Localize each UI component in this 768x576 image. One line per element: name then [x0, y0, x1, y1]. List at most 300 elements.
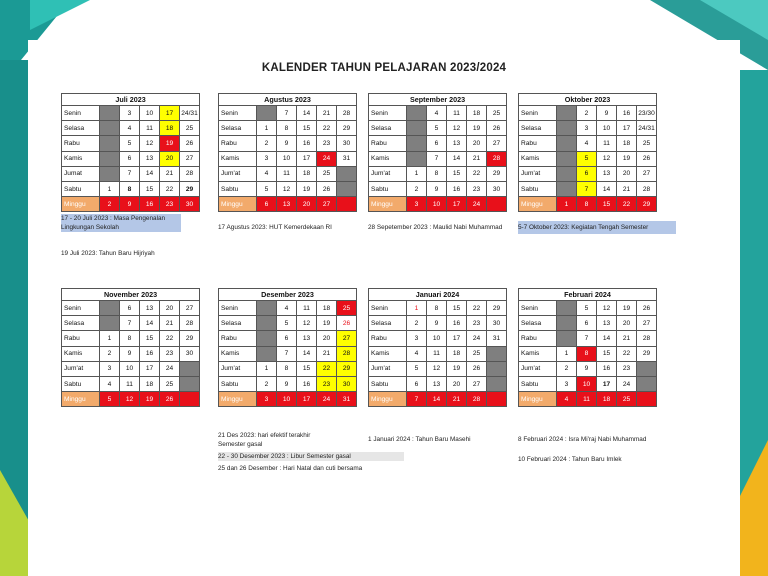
day-label: Sabtu [62, 376, 100, 391]
calendar-row [519, 301, 657, 316]
date-cell [100, 166, 120, 181]
date-cell [487, 361, 507, 376]
date-cell [257, 316, 277, 331]
calendar-row [62, 392, 200, 407]
date-cell [637, 392, 657, 407]
date-cell: 5 [257, 181, 277, 196]
date-cell: 14 [297, 106, 317, 121]
day-label: Minggu [369, 392, 407, 407]
day-label: Kamis [369, 151, 407, 166]
date-cell: 12 [597, 151, 617, 166]
day-label: Kamis [219, 346, 257, 361]
date-cell [407, 106, 427, 121]
date-cell: 4 [577, 136, 597, 151]
date-cell: 9 [277, 376, 297, 391]
day-label: Selasa [219, 316, 257, 331]
date-cell: 3 [257, 392, 277, 407]
date-cell: 24 [467, 197, 487, 212]
date-cell: 22 [317, 361, 337, 376]
calendar-table-2 [368, 93, 507, 212]
date-cell: 21 [617, 181, 637, 196]
month-header: Agustus 2023 [219, 94, 357, 106]
calendar-row [369, 331, 507, 346]
calendar-row [519, 392, 657, 407]
date-cell: 3 [100, 361, 120, 376]
calendar-row [369, 361, 507, 376]
date-cell [407, 151, 427, 166]
date-cell: 22 [317, 121, 337, 136]
date-cell: 12 [597, 301, 617, 316]
date-cell: 19 [297, 181, 317, 196]
date-cell: 8 [427, 166, 447, 181]
calendar-table-7 [518, 288, 657, 407]
date-cell: 17 [160, 106, 180, 121]
day-label: Senin [369, 106, 407, 121]
date-cell: 28 [337, 106, 357, 121]
date-cell: 2 [407, 316, 427, 331]
date-cell [100, 301, 120, 316]
day-label: Jum'at [369, 361, 407, 376]
date-cell: 4 [407, 346, 427, 361]
date-cell [257, 331, 277, 346]
day-label: Rabu [369, 331, 407, 346]
date-cell: 8 [120, 331, 140, 346]
date-cell: 15 [447, 166, 467, 181]
day-label: Kamis [369, 346, 407, 361]
date-cell [557, 151, 577, 166]
date-cell: 26 [337, 316, 357, 331]
date-cell: 19 [447, 361, 467, 376]
calendar-row [369, 392, 507, 407]
date-cell: 5 [100, 392, 120, 407]
date-cell: 10 [427, 331, 447, 346]
date-cell: 11 [427, 346, 447, 361]
calendar-row [219, 301, 357, 316]
date-cell: 12 [140, 136, 160, 151]
date-cell [100, 316, 120, 331]
date-cell: 9 [120, 346, 140, 361]
day-label: Minggu [519, 392, 557, 407]
day-label: Kamis [519, 346, 557, 361]
calendar-row [62, 197, 200, 212]
calendar-row [62, 376, 200, 391]
date-cell: 15 [297, 361, 317, 376]
calendar-row [369, 121, 507, 136]
day-label: Sabtu [219, 181, 257, 196]
date-cell: 21 [617, 331, 637, 346]
date-cell: 3 [407, 331, 427, 346]
date-cell: 23 [160, 346, 180, 361]
date-cell: 18 [597, 392, 617, 407]
date-cell: 11 [297, 301, 317, 316]
month-header: Juli 2023 [62, 94, 200, 106]
note-juli-2: Lingkungan Sekolah [61, 223, 181, 232]
note-juli-3: 19 Juli 2023: Tahun Baru Hijriyah [61, 250, 155, 257]
day-label: Jum'at [62, 361, 100, 376]
date-cell: 6 [277, 331, 297, 346]
date-cell: 23 [317, 376, 337, 391]
date-cell: 10 [277, 392, 297, 407]
date-cell [487, 392, 507, 407]
date-cell: 17 [297, 151, 317, 166]
note-oktober-1: 5-7 Oktober 2023: Kegiatan Tengah Semester [518, 221, 676, 234]
date-cell: 26 [637, 151, 657, 166]
date-cell: 1 [100, 181, 120, 196]
day-label: Senin [219, 106, 257, 121]
date-cell: 10 [120, 361, 140, 376]
day-label: Jum'at [519, 361, 557, 376]
date-cell: 24 [317, 151, 337, 166]
date-cell: 7 [427, 151, 447, 166]
month-header: Februari 2024 [519, 289, 657, 301]
date-cell: 10 [427, 197, 447, 212]
calendar-row [369, 136, 507, 151]
day-label: Jumat [62, 166, 100, 181]
date-cell: 5 [407, 361, 427, 376]
date-cell: 9 [597, 106, 617, 121]
date-cell: 29 [487, 301, 507, 316]
note-agustus-1: 17 Agustus 2023: HUT Kemerdekaan RI [218, 224, 332, 231]
date-cell [337, 197, 357, 212]
calendar-row [219, 151, 357, 166]
calendar-table-4 [61, 288, 200, 407]
date-cell: 23/30 [637, 106, 657, 121]
date-cell: 19 [617, 151, 637, 166]
calendar-row [369, 166, 507, 181]
date-cell: 22 [160, 331, 180, 346]
calendar-row [219, 316, 357, 331]
note-desember-2: Semester gasal [218, 441, 263, 448]
date-cell: 7 [120, 316, 140, 331]
day-label: Sabtu [62, 181, 100, 196]
date-cell: 31 [337, 151, 357, 166]
date-cell: 16 [447, 316, 467, 331]
date-cell: 8 [120, 181, 140, 196]
date-cell: 12 [447, 121, 467, 136]
date-cell [557, 316, 577, 331]
date-cell: 6 [577, 316, 597, 331]
date-cell: 1 [407, 166, 427, 181]
calendar-row [519, 316, 657, 331]
date-cell: 22 [160, 181, 180, 196]
date-cell: 31 [487, 331, 507, 346]
calendar-row [62, 331, 200, 346]
day-label: Jum'at [219, 166, 257, 181]
date-cell: 23 [467, 316, 487, 331]
date-cell: 26 [637, 301, 657, 316]
date-cell: 26 [467, 361, 487, 376]
date-cell: 21 [447, 392, 467, 407]
date-cell: 28 [180, 166, 200, 181]
day-label: Minggu [62, 197, 100, 212]
calendar-row [62, 346, 200, 361]
date-cell: 18 [297, 166, 317, 181]
date-cell: 17 [617, 121, 637, 136]
day-label: Sabtu [519, 181, 557, 196]
calendar-row [519, 361, 657, 376]
date-cell: 6 [577, 166, 597, 181]
date-cell: 21 [160, 166, 180, 181]
date-cell [637, 376, 657, 391]
date-cell: 12 [427, 361, 447, 376]
day-label: Minggu [219, 392, 257, 407]
date-cell: 2 [100, 346, 120, 361]
date-cell: 5 [427, 121, 447, 136]
date-cell: 20 [467, 136, 487, 151]
calendar-table-0 [61, 93, 200, 212]
date-cell: 4 [100, 376, 120, 391]
date-cell: 25 [180, 121, 200, 136]
date-cell: 25 [637, 136, 657, 151]
date-cell: 15 [447, 301, 467, 316]
calendar-row [62, 166, 200, 181]
calendar-row [219, 392, 357, 407]
date-cell: 2 [257, 136, 277, 151]
date-cell: 18 [140, 376, 160, 391]
day-label: Jum'at [369, 166, 407, 181]
date-cell: 19 [160, 136, 180, 151]
day-label: Minggu [62, 392, 100, 407]
date-cell: 3 [257, 151, 277, 166]
date-cell: 25 [337, 301, 357, 316]
date-cell: 10 [597, 121, 617, 136]
date-cell [637, 361, 657, 376]
date-cell: 15 [597, 197, 617, 212]
calendar-slide [28, 40, 740, 576]
date-cell: 2 [407, 181, 427, 196]
date-cell: 6 [120, 151, 140, 166]
date-cell: 5 [577, 301, 597, 316]
date-cell: 3 [407, 197, 427, 212]
calendar-row [369, 346, 507, 361]
date-cell: 9 [427, 181, 447, 196]
month-header: Januari 2024 [369, 289, 507, 301]
day-label: Selasa [519, 316, 557, 331]
date-cell: 1 [557, 346, 577, 361]
day-label: Minggu [519, 197, 557, 212]
page-title: KALENDER TAHUN PELAJARAN 2023/2024 [261, 62, 507, 74]
date-cell: 9 [577, 361, 597, 376]
date-cell: 29 [337, 361, 357, 376]
day-label: Rabu [369, 136, 407, 151]
date-cell: 13 [597, 166, 617, 181]
date-cell: 19 [617, 301, 637, 316]
calendar-row [369, 151, 507, 166]
date-cell: 29 [180, 181, 200, 196]
calendar-table-1 [218, 93, 357, 212]
calendar-row [369, 316, 507, 331]
calendar-row [519, 197, 657, 212]
date-cell: 23 [317, 136, 337, 151]
calendar-row [519, 331, 657, 346]
date-cell: 26 [317, 181, 337, 196]
day-label: Selasa [369, 316, 407, 331]
date-cell: 27 [487, 136, 507, 151]
decor-top-left-teal [30, 0, 90, 30]
date-cell [407, 121, 427, 136]
day-label: Rabu [219, 331, 257, 346]
day-label: Senin [62, 301, 100, 316]
note-desember-3: 22 - 30 Desember 2023 : Libur Semester gasal [218, 452, 404, 461]
date-cell: 18 [317, 301, 337, 316]
date-cell: 26 [160, 392, 180, 407]
date-cell: 16 [140, 346, 160, 361]
date-cell: 28 [467, 392, 487, 407]
date-cell: 14 [140, 316, 160, 331]
date-cell: 14 [140, 166, 160, 181]
date-cell: 1 [407, 301, 427, 316]
date-cell: 10 [577, 376, 597, 391]
note-februari-2: 10 Februari 2024 : Tahun Baru Imlek [518, 456, 622, 463]
date-cell: 25 [617, 392, 637, 407]
date-cell: 30 [337, 136, 357, 151]
date-cell [100, 121, 120, 136]
date-cell: 16 [140, 197, 160, 212]
date-cell: 17 [447, 331, 467, 346]
date-cell: 14 [427, 392, 447, 407]
date-cell: 24 [467, 331, 487, 346]
date-cell: 13 [447, 136, 467, 151]
day-label: Jum'at [519, 166, 557, 181]
date-cell: 7 [120, 166, 140, 181]
date-cell: 29 [487, 166, 507, 181]
date-cell: 28 [637, 181, 657, 196]
date-cell: 8 [277, 121, 297, 136]
day-label: Kamis [219, 151, 257, 166]
day-label: Selasa [219, 121, 257, 136]
date-cell: 13 [597, 316, 617, 331]
date-cell: 24 [317, 392, 337, 407]
calendar-row [219, 361, 357, 376]
month-header: Desember 2023 [219, 289, 357, 301]
date-cell: 13 [140, 151, 160, 166]
date-cell: 29 [337, 121, 357, 136]
date-cell: 29 [637, 346, 657, 361]
date-cell: 4 [557, 392, 577, 407]
calendar-row [219, 106, 357, 121]
date-cell: 9 [277, 136, 297, 151]
date-cell: 23 [617, 361, 637, 376]
date-cell: 22 [617, 197, 637, 212]
calendar-row [219, 197, 357, 212]
date-cell: 31 [337, 392, 357, 407]
calendar-row [62, 106, 200, 121]
date-cell: 27 [637, 316, 657, 331]
date-cell [557, 121, 577, 136]
date-cell: 22 [467, 301, 487, 316]
date-cell: 18 [447, 346, 467, 361]
date-cell [487, 346, 507, 361]
date-cell: 15 [140, 331, 160, 346]
day-label: Minggu [369, 197, 407, 212]
date-cell: 27 [317, 197, 337, 212]
day-label: Minggu [219, 197, 257, 212]
date-cell: 21 [467, 151, 487, 166]
date-cell: 1 [257, 121, 277, 136]
calendar-table-6 [368, 288, 507, 407]
date-cell: 14 [447, 151, 467, 166]
date-cell [557, 166, 577, 181]
date-cell: 15 [140, 181, 160, 196]
date-cell: 12 [120, 392, 140, 407]
calendar-row [519, 106, 657, 121]
date-cell: 23 [160, 197, 180, 212]
date-cell: 13 [427, 376, 447, 391]
date-cell: 8 [277, 361, 297, 376]
date-cell: 3 [557, 376, 577, 391]
day-label: Selasa [369, 121, 407, 136]
date-cell: 2 [577, 106, 597, 121]
day-label: Selasa [62, 121, 100, 136]
date-cell: 24 [160, 361, 180, 376]
date-cell [557, 106, 577, 121]
date-cell: 26 [180, 136, 200, 151]
calendar-row [519, 166, 657, 181]
date-cell: 30 [487, 181, 507, 196]
date-cell: 22 [617, 346, 637, 361]
date-cell: 5 [277, 316, 297, 331]
date-cell: 25 [487, 106, 507, 121]
date-cell: 19 [317, 316, 337, 331]
date-cell: 10 [277, 151, 297, 166]
calendar-row [62, 301, 200, 316]
day-label: Kamis [519, 151, 557, 166]
date-cell: 10 [140, 106, 160, 121]
note-februari-1: 8 Februari 2024 : Isra Mi'raj Nabi Muhammad [518, 436, 647, 443]
date-cell [557, 181, 577, 196]
calendar-row [519, 121, 657, 136]
day-label: Rabu [62, 331, 100, 346]
calendar-row [219, 166, 357, 181]
day-label: Senin [519, 106, 557, 121]
calendar-row [519, 181, 657, 196]
date-cell: 20 [447, 376, 467, 391]
date-cell: 20 [160, 151, 180, 166]
month-header: September 2023 [369, 94, 507, 106]
date-cell: 12 [277, 181, 297, 196]
day-label: Selasa [519, 121, 557, 136]
date-cell: 24 [617, 376, 637, 391]
date-cell: 27 [337, 331, 357, 346]
date-cell: 3 [120, 106, 140, 121]
date-cell: 18 [160, 121, 180, 136]
date-cell [180, 376, 200, 391]
day-label: Rabu [62, 136, 100, 151]
date-cell: 11 [447, 106, 467, 121]
date-cell: 2 [100, 197, 120, 212]
day-label: Senin [62, 106, 100, 121]
date-cell: 28 [637, 331, 657, 346]
calendar-row [369, 301, 507, 316]
date-cell: 4 [427, 106, 447, 121]
date-cell: 6 [427, 136, 447, 151]
date-cell: 28 [180, 316, 200, 331]
date-cell [257, 301, 277, 316]
date-cell [557, 301, 577, 316]
calendar-row [369, 106, 507, 121]
date-cell: 11 [277, 166, 297, 181]
date-cell: 7 [577, 331, 597, 346]
date-cell: 30 [180, 346, 200, 361]
date-cell: 27 [180, 301, 200, 316]
date-cell: 16 [447, 181, 467, 196]
note-desember-4: 25 dan 26 Desember : Hari Natal dan cuti bersama [218, 465, 363, 472]
date-cell: 13 [140, 301, 160, 316]
date-cell: 8 [577, 346, 597, 361]
date-cell: 29 [180, 331, 200, 346]
date-cell: 4 [120, 121, 140, 136]
date-cell: 15 [597, 346, 617, 361]
